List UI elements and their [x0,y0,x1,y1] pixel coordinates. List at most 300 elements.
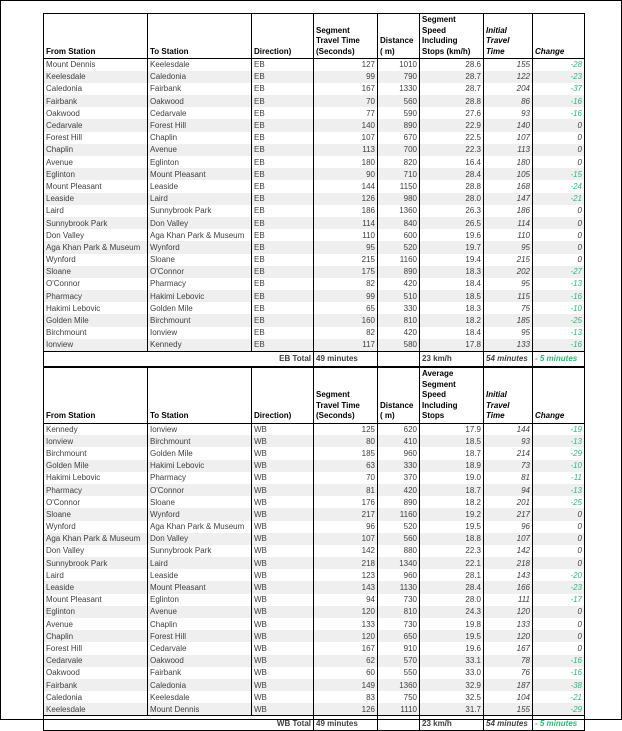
cell-segment-travel-time[interactable]: 77 [314,107,378,119]
cell-to-station[interactable]: Oakwood [148,655,252,667]
cell-change[interactable]: -10 [533,302,585,314]
cell-change[interactable]: -16 [533,95,585,107]
cell-segment-travel-time[interactable]: 110 [314,229,378,241]
cell-direction[interactable]: EB [252,241,314,253]
cell-segment-travel-time[interactable]: 70 [314,95,378,107]
cell-initial-travel-time[interactable]: 214 [484,447,533,459]
cell-initial-travel-time[interactable]: 180 [484,156,533,168]
cell-change[interactable]: -16 [533,107,585,119]
cell-from-station[interactable]: Forest Hill [44,132,148,144]
total-speed[interactable]: 23 km/h [420,716,484,731]
cell-segment-travel-time[interactable]: 127 [314,59,378,71]
cell-distance[interactable]: 730 [378,618,420,630]
cell-to-station[interactable]: Eglinton [148,156,252,168]
cell-initial-travel-time[interactable]: 185 [484,314,533,326]
cell-segment-travel-time[interactable]: 217 [314,508,378,520]
cell-segment-travel-time[interactable]: 63 [314,460,378,472]
col-header-from-station[interactable]: From Station [44,368,148,424]
cell-distance[interactable]: 960 [378,569,420,581]
cell-from-station[interactable]: Sunnybrook Park [44,217,148,229]
cell-from-station[interactable]: Avenue [44,156,148,168]
cell-change[interactable]: -37 [533,83,585,95]
col-header-change[interactable]: Change [533,368,585,424]
cell-segment-speed[interactable]: 19.0 [420,472,484,484]
cell-distance[interactable]: 1330 [378,83,420,95]
cell-change[interactable]: -38 [533,679,585,691]
cell-direction[interactable]: WB [252,533,314,545]
cell-change[interactable]: 0 [533,618,585,630]
cell-direction[interactable]: EB [252,327,314,339]
cell-segment-speed[interactable]: 32.9 [420,679,484,691]
cell-from-station[interactable]: Sloane [44,508,148,520]
cell-segment-travel-time[interactable]: 185 [314,447,378,459]
cell-distance[interactable]: 1340 [378,557,420,569]
cell-to-station[interactable]: Chaplin [148,132,252,144]
cell-to-station[interactable]: Sloane [148,496,252,508]
cell-change[interactable]: -16 [533,667,585,679]
cell-distance[interactable]: 560 [378,95,420,107]
cell-segment-speed[interactable]: 18.3 [420,266,484,278]
cell-segment-speed[interactable]: 19.5 [420,630,484,642]
cell-change[interactable]: -13 [533,278,585,290]
cell-distance[interactable]: 890 [378,119,420,131]
cell-initial-travel-time[interactable]: 202 [484,266,533,278]
cell-initial-travel-time[interactable]: 95 [484,241,533,253]
cell-to-station[interactable]: Pharmacy [148,472,252,484]
cell-to-station[interactable]: Pharmacy [148,278,252,290]
cell-to-station[interactable]: Cedarvale [148,107,252,119]
cell-to-station[interactable]: Keelesdale [148,691,252,703]
cell-segment-speed[interactable]: 28.7 [420,83,484,95]
cell-from-station[interactable]: Leaside [44,193,148,205]
cell-direction[interactable]: EB [252,144,314,156]
cell-direction[interactable]: EB [252,119,314,131]
cell-initial-travel-time[interactable]: 120 [484,630,533,642]
cell-to-station[interactable]: Chaplin [148,618,252,630]
cell-segment-travel-time[interactable]: 176 [314,496,378,508]
cell-to-station[interactable]: Don Valley [148,217,252,229]
col-header-segment-speed[interactable]: Segment Speed Including Stops (km/h) [420,14,484,59]
cell-initial-travel-time[interactable]: 81 [484,472,533,484]
cell-segment-speed[interactable]: 24.3 [420,606,484,618]
cell-segment-speed[interactable]: 18.7 [420,484,484,496]
cell-from-station[interactable]: Ionview [44,339,148,351]
col-header-segment-travel-time[interactable]: Segment Travel Time (Seconds) [314,368,378,424]
cell-distance[interactable]: 700 [378,144,420,156]
cell-to-station[interactable]: Mount Pleasant [148,581,252,593]
cell-segment-speed[interactable]: 19.8 [420,618,484,630]
cell-segment-speed[interactable]: 18.5 [420,290,484,302]
cell-from-station[interactable]: Chaplin [44,630,148,642]
cell-direction[interactable]: WB [252,435,314,447]
cell-segment-travel-time[interactable]: 70 [314,472,378,484]
cell-change[interactable]: 0 [533,533,585,545]
cell-initial-travel-time[interactable]: 86 [484,95,533,107]
cell-segment-speed[interactable]: 28.0 [420,594,484,606]
cell-change[interactable]: -13 [533,435,585,447]
cell-segment-speed[interactable]: 19.7 [420,241,484,253]
cell-direction[interactable]: EB [252,95,314,107]
cell-to-station[interactable]: Leaside [148,569,252,581]
cell-segment-speed[interactable]: 16.4 [420,156,484,168]
cell-from-station[interactable]: Cedarvale [44,119,148,131]
cell-from-station[interactable]: Wynford [44,254,148,266]
cell-distance[interactable]: 1010 [378,59,420,71]
col-header-to-station[interactable]: To Station [148,368,252,424]
cell-change[interactable]: 0 [533,156,585,168]
cell-segment-speed[interactable]: 19.6 [420,642,484,654]
cell-from-station[interactable]: Caledonia [44,691,148,703]
cell-distance[interactable]: 1160 [378,254,420,266]
cell-to-station[interactable]: Keelesdale [148,59,252,71]
cell-segment-speed[interactable]: 18.3 [420,302,484,314]
cell-initial-travel-time[interactable]: 120 [484,606,533,618]
cell-change[interactable]: -11 [533,472,585,484]
cell-initial-travel-time[interactable]: 155 [484,59,533,71]
cell-initial-travel-time[interactable]: 95 [484,327,533,339]
cell-from-station[interactable]: Oakwood [44,107,148,119]
cell-segment-travel-time[interactable]: 95 [314,241,378,253]
cell-initial-travel-time[interactable]: 93 [484,107,533,119]
cell-initial-travel-time[interactable]: 133 [484,618,533,630]
cell-direction[interactable]: EB [252,156,314,168]
total-label[interactable]: EB Total [44,351,314,366]
cell-initial-travel-time[interactable]: 204 [484,83,533,95]
cell-segment-travel-time[interactable]: 90 [314,168,378,180]
cell-to-station[interactable]: Avenue [148,144,252,156]
cell-to-station[interactable]: Laird [148,557,252,569]
col-header-initial-travel-time[interactable]: Initial Travel Time [484,14,533,59]
cell-initial-travel-time[interactable]: 201 [484,496,533,508]
cell-initial-travel-time[interactable]: 168 [484,180,533,192]
col-header-distance[interactable]: Distance ( m) [378,14,420,59]
cell-distance[interactable]: 980 [378,193,420,205]
cell-direction[interactable]: WB [252,679,314,691]
col-header-to-station[interactable]: To Station [148,14,252,59]
cell-to-station[interactable]: Wynford [148,508,252,520]
cell-to-station[interactable]: Wynford [148,241,252,253]
cell-from-station[interactable]: Cedarvale [44,655,148,667]
cell-direction[interactable]: WB [252,581,314,593]
cell-change[interactable]: 0 [533,119,585,131]
total-segment-time[interactable]: 49 minutes [314,351,378,366]
cell-direction[interactable]: WB [252,460,314,472]
cell-direction[interactable]: EB [252,314,314,326]
cell-distance[interactable]: 1360 [378,679,420,691]
cell-segment-travel-time[interactable]: 125 [314,423,378,435]
cell-initial-travel-time[interactable]: 167 [484,642,533,654]
cell-distance[interactable]: 550 [378,667,420,679]
cell-from-station[interactable]: Leaside [44,581,148,593]
cell-change[interactable]: -24 [533,180,585,192]
cell-distance[interactable]: 710 [378,168,420,180]
cell-from-station[interactable]: Don Valley [44,229,148,241]
col-header-average-segment-speed[interactable]: Average Segment Speed Including Stops [420,368,484,424]
cell-change[interactable]: -29 [533,447,585,459]
cell-from-station[interactable]: Avenue [44,618,148,630]
cell-segment-speed[interactable]: 28.8 [420,95,484,107]
col-header-direction[interactable]: Direction) [252,368,314,424]
cell-change[interactable]: 0 [533,205,585,217]
cell-change[interactable]: -19 [533,423,585,435]
cell-change[interactable]: 0 [533,545,585,557]
cell-segment-speed[interactable]: 27.6 [420,107,484,119]
cell-initial-travel-time[interactable]: 113 [484,144,533,156]
cell-change[interactable]: -16 [533,655,585,667]
cell-segment-speed[interactable]: 22.9 [420,119,484,131]
cell-initial-travel-time[interactable]: 104 [484,691,533,703]
cell-change[interactable]: -15 [533,168,585,180]
cell-distance[interactable]: 330 [378,302,420,314]
cell-segment-speed[interactable]: 28.8 [420,180,484,192]
cell-segment-travel-time[interactable]: 117 [314,339,378,351]
cell-distance[interactable]: 510 [378,290,420,302]
cell-to-station[interactable]: Golden Mile [148,447,252,459]
col-header-segment-travel-time[interactable]: Segment Travel Time (Seconds) [314,14,378,59]
cell-change[interactable]: -10 [533,460,585,472]
cell-segment-travel-time[interactable]: 167 [314,642,378,654]
cell-initial-travel-time[interactable]: 144 [484,423,533,435]
cell-direction[interactable]: EB [252,180,314,192]
cell-segment-speed[interactable]: 28.1 [420,569,484,581]
cell-distance[interactable]: 730 [378,594,420,606]
cell-segment-travel-time[interactable]: 167 [314,83,378,95]
cell-distance[interactable]: 330 [378,460,420,472]
cell-from-station[interactable]: Wynford [44,521,148,533]
cell-change[interactable]: -23 [533,71,585,83]
cell-direction[interactable]: EB [252,217,314,229]
cell-distance[interactable]: 520 [378,521,420,533]
cell-to-station[interactable]: Oakwood [148,95,252,107]
cell-direction[interactable]: WB [252,594,314,606]
cell-segment-travel-time[interactable]: 218 [314,557,378,569]
cell-segment-speed[interactable]: 22.5 [420,132,484,144]
cell-from-station[interactable]: Golden Mile [44,460,148,472]
cell-initial-travel-time[interactable]: 122 [484,71,533,83]
cell-direction[interactable]: WB [252,508,314,520]
cell-from-station[interactable]: Don Valley [44,545,148,557]
cell-segment-speed[interactable]: 33.0 [420,667,484,679]
total-initial-time[interactable]: 54 minutes [484,351,533,366]
cell-initial-travel-time[interactable]: 217 [484,508,533,520]
cell-segment-speed[interactable]: 22.1 [420,557,484,569]
cell-to-station[interactable]: Avenue [148,606,252,618]
cell-from-station[interactable]: Pharmacy [44,484,148,496]
cell-direction[interactable]: WB [252,484,314,496]
cell-from-station[interactable]: Mount Pleasant [44,594,148,606]
cell-distance[interactable]: 410 [378,435,420,447]
cell-change[interactable]: -17 [533,594,585,606]
cell-direction[interactable]: EB [252,302,314,314]
cell-from-station[interactable]: Forest Hill [44,642,148,654]
cell-segment-speed[interactable]: 18.7 [420,447,484,459]
cell-direction[interactable]: WB [252,606,314,618]
cell-distance[interactable]: 790 [378,71,420,83]
cell-segment-travel-time[interactable]: 83 [314,691,378,703]
cell-change[interactable]: 0 [533,241,585,253]
cell-change[interactable]: 0 [533,132,585,144]
cell-change[interactable]: -21 [533,691,585,703]
cell-to-station[interactable]: Hakimi Lebovic [148,460,252,472]
cell-direction[interactable]: WB [252,545,314,557]
cell-initial-travel-time[interactable]: 187 [484,679,533,691]
cell-initial-travel-time[interactable]: 110 [484,229,533,241]
cell-direction[interactable]: EB [252,229,314,241]
cell-distance[interactable]: 370 [378,472,420,484]
cell-direction[interactable]: EB [252,168,314,180]
cell-change[interactable]: -25 [533,496,585,508]
total-distance[interactable] [378,351,420,366]
col-header-direction[interactable]: Direction) [252,14,314,59]
cell-change[interactable]: -29 [533,703,585,715]
cell-segment-speed[interactable]: 22.3 [420,545,484,557]
cell-segment-travel-time[interactable]: 94 [314,594,378,606]
total-distance[interactable] [378,716,420,731]
cell-to-station[interactable]: Birchmount [148,314,252,326]
cell-distance[interactable]: 890 [378,266,420,278]
cell-distance[interactable]: 570 [378,655,420,667]
cell-distance[interactable]: 1150 [378,180,420,192]
total-change[interactable]: - 5 minutes [533,716,585,731]
cell-segment-speed[interactable]: 28.4 [420,581,484,593]
cell-to-station[interactable]: Cedarvale [148,642,252,654]
cell-segment-travel-time[interactable]: 133 [314,618,378,630]
cell-segment-travel-time[interactable]: 114 [314,217,378,229]
cell-distance[interactable]: 810 [378,314,420,326]
cell-to-station[interactable]: Caledonia [148,71,252,83]
cell-segment-speed[interactable]: 22.3 [420,144,484,156]
cell-segment-travel-time[interactable]: 186 [314,205,378,217]
cell-segment-travel-time[interactable]: 149 [314,679,378,691]
total-initial-time[interactable]: 54 minutes [484,716,533,731]
cell-distance[interactable]: 880 [378,545,420,557]
cell-segment-travel-time[interactable]: 215 [314,254,378,266]
cell-to-station[interactable]: Hakimi Lebovic [148,290,252,302]
cell-direction[interactable]: WB [252,423,314,435]
cell-initial-travel-time[interactable]: 142 [484,545,533,557]
cell-segment-speed[interactable]: 18.4 [420,327,484,339]
total-label[interactable]: WB Total [44,716,314,731]
cell-to-station[interactable]: O'Connor [148,484,252,496]
cell-initial-travel-time[interactable]: 93 [484,435,533,447]
cell-distance[interactable]: 840 [378,217,420,229]
cell-segment-speed[interactable]: 19.5 [420,521,484,533]
cell-change[interactable]: -13 [533,327,585,339]
cell-to-station[interactable]: Forest Hill [148,630,252,642]
cell-segment-speed[interactable]: 18.8 [420,533,484,545]
cell-segment-travel-time[interactable]: 142 [314,545,378,557]
cell-change[interactable]: 0 [533,606,585,618]
cell-to-station[interactable]: Birchmount [148,435,252,447]
cell-segment-travel-time[interactable]: 80 [314,435,378,447]
cell-to-station[interactable]: Kennedy [148,339,252,351]
cell-initial-travel-time[interactable]: 107 [484,533,533,545]
cell-direction[interactable]: EB [252,193,314,205]
cell-direction[interactable]: WB [252,521,314,533]
cell-initial-travel-time[interactable]: 133 [484,339,533,351]
cell-direction[interactable]: WB [252,642,314,654]
cell-from-station[interactable]: Sloane [44,266,148,278]
col-header-change[interactable]: Change [533,14,585,59]
cell-change[interactable]: 0 [533,144,585,156]
cell-to-station[interactable]: Eglinton [148,594,252,606]
cell-segment-travel-time[interactable]: 99 [314,71,378,83]
cell-from-station[interactable]: Chaplin [44,144,148,156]
cell-segment-travel-time[interactable]: 160 [314,314,378,326]
cell-direction[interactable]: WB [252,655,314,667]
cell-distance[interactable]: 650 [378,630,420,642]
cell-segment-speed[interactable]: 19.6 [420,229,484,241]
cell-change[interactable]: 0 [533,217,585,229]
cell-initial-travel-time[interactable]: 75 [484,302,533,314]
cell-to-station[interactable]: Aga Khan Park & Museum [148,521,252,533]
cell-distance[interactable]: 1160 [378,508,420,520]
cell-from-station[interactable]: Sunnybrook Park [44,557,148,569]
cell-initial-travel-time[interactable]: 218 [484,557,533,569]
cell-initial-travel-time[interactable]: 111 [484,594,533,606]
cell-distance[interactable]: 420 [378,327,420,339]
total-segment-time[interactable]: 49 minutes [314,716,378,731]
col-header-initial-travel-time[interactable]: Initial Travel Time [484,368,533,424]
cell-initial-travel-time[interactable]: 73 [484,460,533,472]
cell-direction[interactable]: EB [252,266,314,278]
cell-distance[interactable]: 420 [378,484,420,496]
cell-initial-travel-time[interactable]: 95 [484,278,533,290]
cell-to-station[interactable]: Ionview [148,327,252,339]
cell-direction[interactable]: EB [252,83,314,95]
cell-segment-travel-time[interactable]: 82 [314,327,378,339]
cell-from-station[interactable]: Keelesdale [44,703,148,715]
cell-direction[interactable]: WB [252,667,314,679]
cell-direction[interactable]: EB [252,107,314,119]
cell-direction[interactable]: WB [252,618,314,630]
cell-from-station[interactable]: Caledonia [44,83,148,95]
cell-segment-travel-time[interactable]: 126 [314,703,378,715]
cell-segment-travel-time[interactable]: 96 [314,521,378,533]
cell-to-station[interactable]: Fairbank [148,667,252,679]
cell-segment-travel-time[interactable]: 107 [314,132,378,144]
cell-from-station[interactable]: Hakimi Lebovic [44,302,148,314]
cell-from-station[interactable]: Fairbank [44,679,148,691]
cell-change[interactable]: 0 [533,508,585,520]
cell-from-station[interactable]: Fairbank [44,95,148,107]
cell-to-station[interactable]: O'Connor [148,266,252,278]
cell-to-station[interactable]: Ionview [148,423,252,435]
cell-segment-travel-time[interactable]: 62 [314,655,378,667]
cell-initial-travel-time[interactable]: 115 [484,290,533,302]
cell-direction[interactable]: WB [252,569,314,581]
cell-segment-speed[interactable]: 17.8 [420,339,484,351]
cell-segment-speed[interactable]: 19.2 [420,508,484,520]
cell-initial-travel-time[interactable]: 155 [484,703,533,715]
cell-change[interactable]: 0 [533,630,585,642]
cell-from-station[interactable]: Mount Dennis [44,59,148,71]
cell-from-station[interactable]: Golden Mile [44,314,148,326]
col-header-from-station[interactable]: From Station [44,14,148,59]
cell-direction[interactable]: EB [252,71,314,83]
cell-direction[interactable]: WB [252,472,314,484]
cell-from-station[interactable]: O'Connor [44,278,148,290]
cell-change[interactable]: -27 [533,266,585,278]
cell-from-station[interactable]: O'Connor [44,496,148,508]
cell-segment-travel-time[interactable]: 99 [314,290,378,302]
cell-segment-travel-time[interactable]: 140 [314,119,378,131]
cell-to-station[interactable]: Forest Hill [148,119,252,131]
cell-segment-speed[interactable]: 19.4 [420,254,484,266]
cell-segment-travel-time[interactable]: 65 [314,302,378,314]
cell-distance[interactable]: 560 [378,533,420,545]
cell-segment-speed[interactable]: 18.9 [420,460,484,472]
